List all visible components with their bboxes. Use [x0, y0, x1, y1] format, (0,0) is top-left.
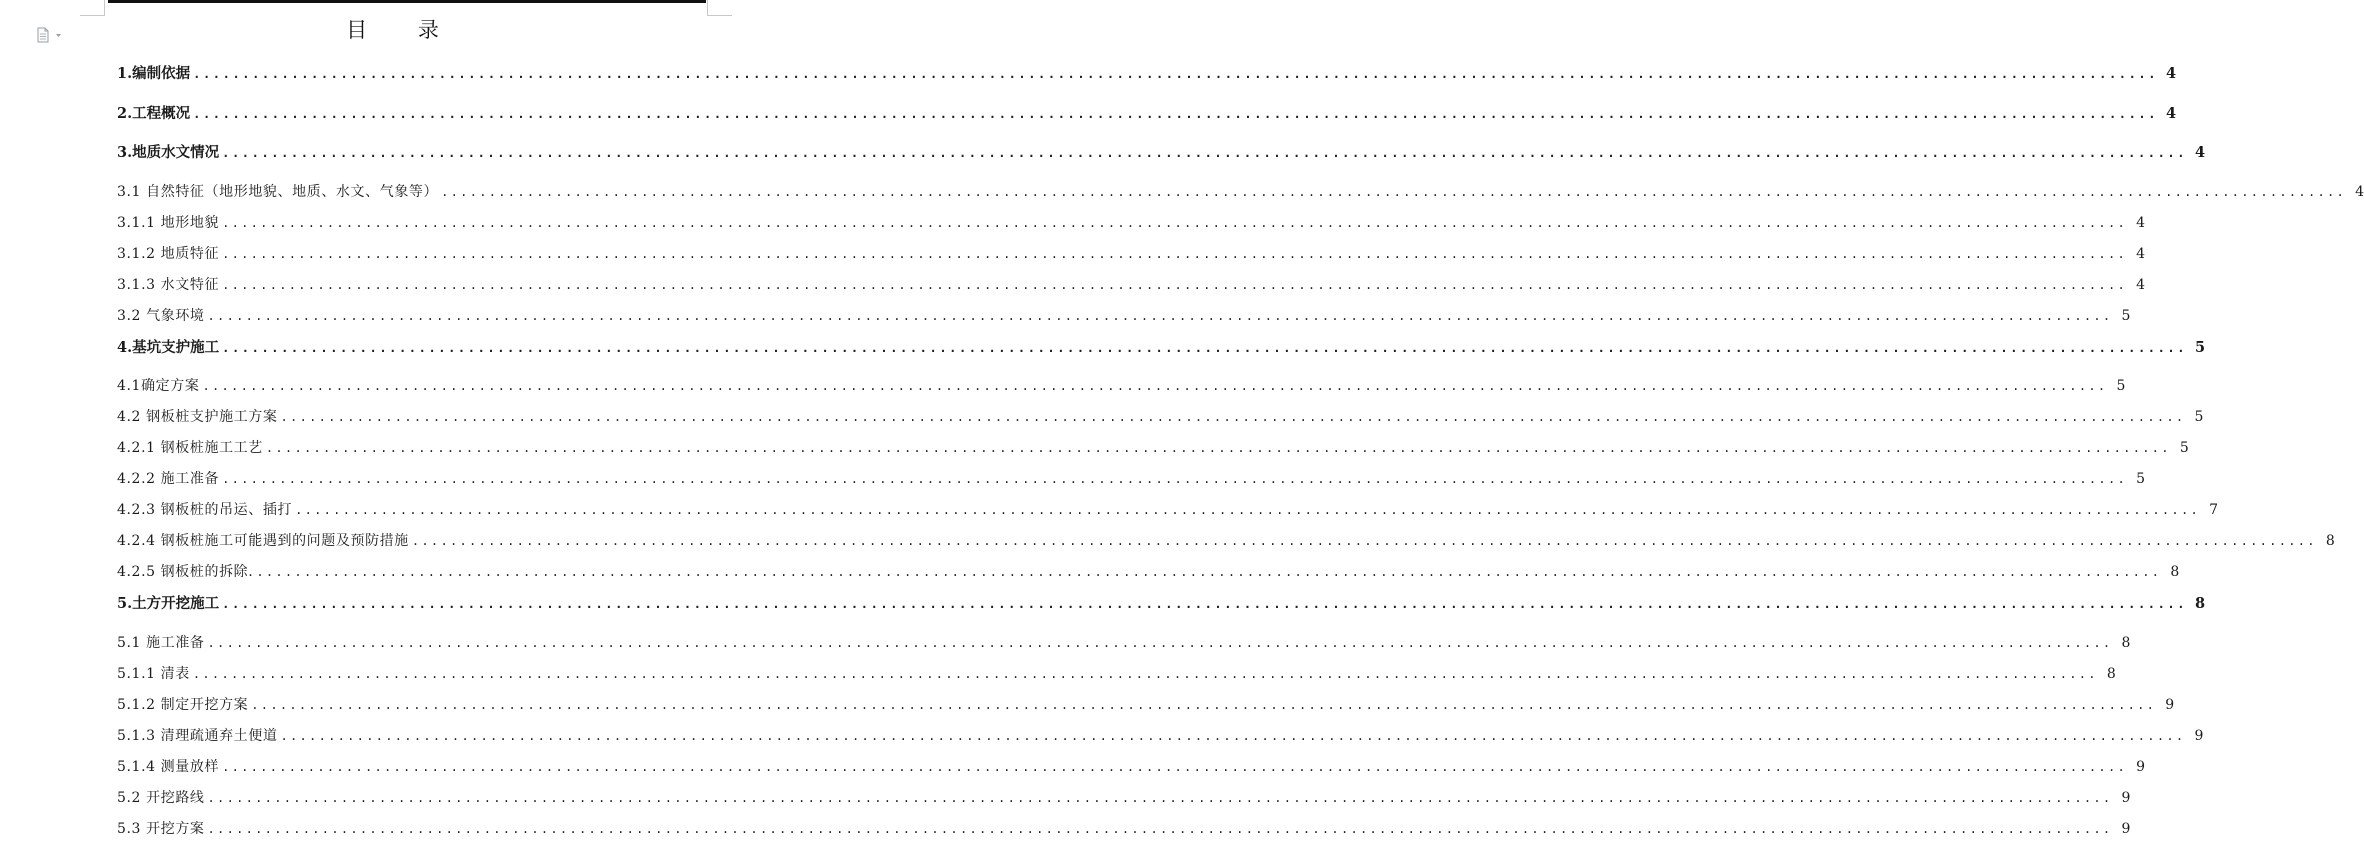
- toc-dot-leader: ........................................................................................................................................................................................................: [280, 410, 2186, 425]
- toc-entry-page-number: 5: [2179, 440, 2189, 457]
- toc-entry[interactable]: [117, 783, 2131, 814]
- toc-entry[interactable]: [117, 270, 2145, 301]
- toc-entry-label: 3.1 自然特征（地形地貌、地质、水文、气象等）: [117, 183, 439, 200]
- table-of-contents: [117, 58, 2364, 845]
- toc-entry-label: 4.1确定方案: [117, 378, 200, 395]
- toc-dot-leader: ........................................................................................................................................................................................................: [222, 759, 2127, 774]
- toc-entry-label: 3.1.3 水文特征: [117, 276, 220, 293]
- toc-entry-page-number: 9: [2121, 789, 2131, 806]
- toc-entry[interactable]: [117, 495, 2218, 526]
- header-rule: [108, 0, 706, 3]
- toc-entry-page-number: 8: [2325, 533, 2335, 550]
- toc-entry[interactable]: [117, 137, 2206, 177]
- toc-dot-leader: ........................................................................................................................................................................................................: [441, 184, 2347, 199]
- toc-entry[interactable]: [117, 208, 2145, 239]
- toc-dot-leader: ........................................................................................................................................................................................................: [207, 790, 2113, 805]
- toc-entry-page-number: 4: [2136, 245, 2145, 262]
- toc-entry-page-number: 8: [2121, 634, 2131, 651]
- toc-dot-leader: ........................................................................................................................................................................................................: [222, 215, 2127, 230]
- toc-entry-page-number: 8: [2170, 564, 2180, 581]
- toc-entry-page-number: 4: [2165, 65, 2177, 82]
- toc-dot-leader: ........................................................................................................................................................................................................: [222, 472, 2127, 487]
- toc-entry-label: 3.1.1 地形地貌: [117, 214, 220, 231]
- toc-dot-leader: ........................................................................................................................................................................................................: [202, 379, 2108, 394]
- toc-entry[interactable]: [117, 557, 2180, 588]
- toc-entry[interactable]: [117, 588, 2206, 628]
- toc-entry-label: 5.土方开挖施工: [117, 595, 220, 613]
- toc-entry-page-number: 9: [2165, 696, 2175, 713]
- toc-entry[interactable]: [117, 98, 2177, 138]
- toc-entry-label: 5.1 施工准备: [117, 634, 205, 651]
- toc-entry[interactable]: [117, 239, 2145, 270]
- toc-entry-label: 2.工程概况: [117, 104, 191, 122]
- toc-entry[interactable]: [117, 659, 2116, 690]
- toc-entry-page-number: 8: [2194, 595, 2206, 613]
- toc-entry-label: 3.1.2 地质特征: [117, 245, 220, 262]
- toc-entry-page-number: 4: [2165, 104, 2177, 122]
- toc-entry-label: 4.2.2 施工准备: [117, 471, 220, 488]
- toc-dot-leader: ........................................................................................................................................................................................................: [256, 565, 2162, 580]
- toc-entry-label: 5.2 开挖路线: [117, 789, 205, 806]
- toc-entry-label: 3.地质水文情况: [117, 144, 220, 162]
- toc-entry[interactable]: [117, 526, 2335, 557]
- toc-entry-label: 4.基坑支护施工: [117, 338, 220, 356]
- margin-mark-top-right-vertical: [707, 0, 709, 15]
- toc-entry-page-number: 5: [2121, 307, 2131, 324]
- toc-entry[interactable]: [117, 628, 2131, 659]
- toc-dot-leader: ........................................................................................................................................................................................................: [222, 340, 2188, 355]
- toc-dot-leader: ........................................................................................................................................................................................................: [193, 67, 2159, 81]
- toc-entry[interactable]: [117, 332, 2206, 372]
- toc-entry-label: 5.1.1 清表: [117, 665, 190, 682]
- toc-entry[interactable]: [117, 177, 2364, 208]
- toc-entry[interactable]: [117, 464, 2145, 495]
- toc-entry-page-number: 9: [2194, 727, 2204, 744]
- toc-entry-label: 4.2.1 钢板桩施工工艺: [117, 440, 263, 457]
- toc-dot-leader: ........................................................................................................................................................................................................: [207, 821, 2113, 836]
- toc-entry-label: 4.2.5 钢板桩的拆除.: [117, 564, 254, 581]
- toc-dot-leader: ........................................................................................................................................................................................................: [280, 728, 2186, 743]
- toc-entry[interactable]: [117, 402, 2204, 433]
- toc-entry-label: 5.3 开挖方案: [117, 820, 205, 837]
- toc-dot-leader: ........................................................................................................................................................................................................: [193, 106, 2159, 121]
- toc-dot-leader: ........................................................................................................................................................................................................: [295, 503, 2200, 518]
- toc-entry[interactable]: [117, 690, 2175, 721]
- toc-entry[interactable]: [117, 301, 2131, 332]
- toc-dot-leader: ........................................................................................................................................................................................................: [207, 308, 2113, 323]
- toc-entry[interactable]: [117, 752, 2145, 783]
- toc-entry-label: 5.1.3 清理疏通弃土便道: [117, 727, 278, 744]
- toc-entry-page-number: 5: [2194, 409, 2204, 426]
- toc-dot-leader: ........................................................................................................................................................................................................: [192, 666, 2098, 681]
- toc-dot-leader: ........................................................................................................................................................................................................: [222, 246, 2127, 261]
- toc-entry-page-number: 8: [2106, 665, 2116, 682]
- toc-entry-page-number: 4: [2355, 183, 2364, 200]
- toc-entry-label: 5.1.4 测量放样: [117, 758, 220, 775]
- toc-entry[interactable]: [117, 58, 2177, 98]
- toc-entry-page-number: 7: [2209, 502, 2218, 519]
- toc-dot-leader: ........................................................................................................................................................................................................: [222, 277, 2127, 292]
- toc-entry-label: 5.1.2 制定开挖方案: [117, 696, 249, 713]
- toc-entry-page-number: 5: [2194, 338, 2206, 356]
- toc-entry-label: 4.2.4 钢板桩施工可能遇到的问题及预防措施: [117, 533, 409, 550]
- toc-dot-leader: ........................................................................................................................................................................................................: [411, 534, 2317, 549]
- toc-dot-leader: ........................................................................................................................................................................................................: [222, 146, 2188, 161]
- toc-entry[interactable]: [117, 371, 2126, 402]
- toc-entry-label: 4.2 钢板桩支护施工方案: [117, 409, 278, 426]
- toc-entry-page-number: 4: [2194, 144, 2206, 162]
- toc-title: 目 录: [346, 18, 461, 42]
- margin-mark-top-left-vertical: [104, 0, 106, 15]
- toc-entry-page-number: 4: [2136, 214, 2145, 231]
- toc-entry-page-number: 5: [2116, 378, 2126, 395]
- toc-dot-leader: ........................................................................................................................................................................................................: [207, 635, 2113, 650]
- toc-dot-leader: ........................................................................................................................................................................................................: [251, 697, 2157, 712]
- toc-entry-page-number: 9: [2121, 820, 2131, 837]
- toc-entry-label: 3.2 气象环境: [117, 307, 205, 324]
- toc-entry[interactable]: [117, 814, 2131, 845]
- toc-entry-page-number: 4: [2136, 276, 2145, 293]
- toc-dot-leader: ........................................................................................................................................................................................................: [222, 597, 2188, 612]
- toc-entry-label: 1.编制依据: [117, 65, 191, 82]
- toc-entry[interactable]: [117, 721, 2204, 752]
- toc-dot-leader: ........................................................................................................................................................................................................: [265, 441, 2171, 456]
- toc-entry[interactable]: [117, 433, 2189, 464]
- toc-entry-page-number: 9: [2136, 758, 2145, 775]
- toc-entry-label: 4.2.3 钢板桩的吊运、插打: [117, 502, 293, 519]
- toc-entry-page-number: 5: [2136, 471, 2145, 488]
